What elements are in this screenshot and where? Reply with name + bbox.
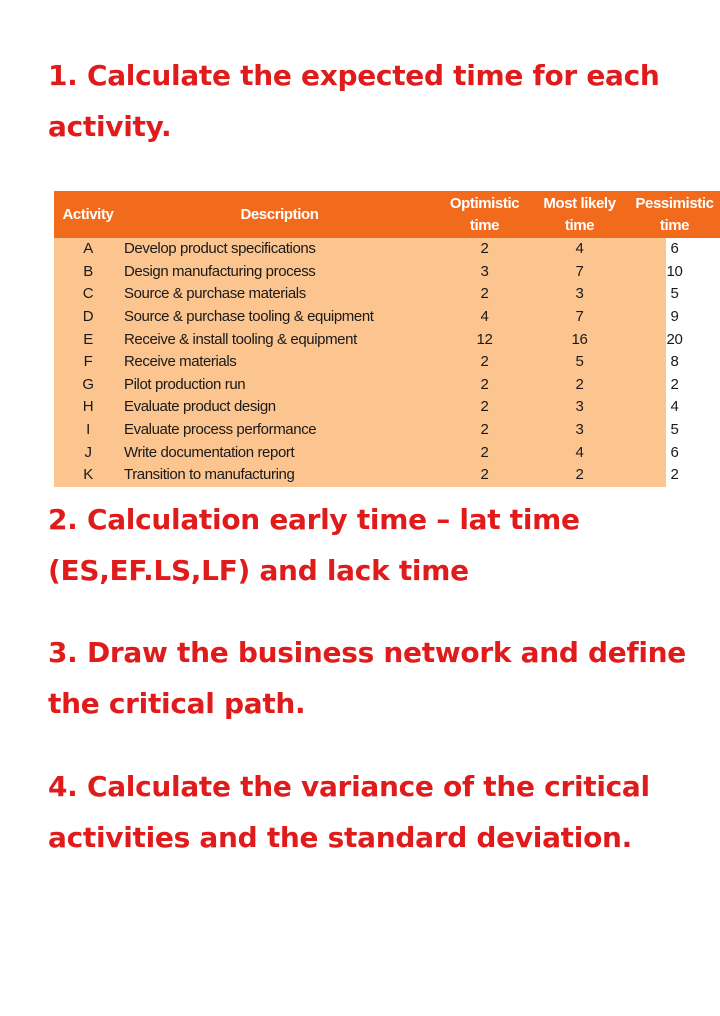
cell-pessimistic: 2 <box>670 375 679 393</box>
table-row <box>54 238 720 261</box>
table-row <box>54 306 720 329</box>
cell-optimistic: 2 <box>480 421 489 439</box>
cell-pessimistic: 5 <box>670 285 679 303</box>
cell-most-likely: 7 <box>575 262 584 280</box>
cell-optimistic: 2 <box>480 443 489 461</box>
cell-most-likely: 3 <box>575 421 584 439</box>
cell-optimistic: 2 <box>480 353 489 371</box>
cell-most-likely: 3 <box>575 285 584 303</box>
cell-most-likely: 4 <box>575 443 584 461</box>
cell-description: Develop product specifications <box>124 240 316 258</box>
cell-description: Receive & install tooling & equipment <box>124 330 357 348</box>
cell-description: Evaluate product design <box>124 398 276 416</box>
cell-optimistic: 2 <box>480 240 489 258</box>
header-description: Description <box>240 205 319 223</box>
cell-activity: I <box>86 421 90 439</box>
table-row <box>54 374 720 397</box>
cell-optimistic: 2 <box>480 466 489 484</box>
table-row <box>54 464 720 487</box>
table-body <box>54 238 720 487</box>
cell-optimistic: 2 <box>480 285 489 303</box>
cell-pessimistic: 10 <box>666 262 683 280</box>
activity-times-table <box>54 191 720 487</box>
cell-most-likely: 2 <box>575 466 584 484</box>
question-3: 3. Draw the business network and define the critical path. <box>48 636 686 720</box>
header-most-likely-line2: time <box>564 216 595 234</box>
header-optimistic <box>437 191 532 238</box>
cell-description: Write documentation report <box>124 443 295 461</box>
question-1: 1. Calculate the expected time for each activity. <box>48 59 660 143</box>
activity-table <box>54 191 714 487</box>
cell-optimistic: 12 <box>476 330 493 348</box>
cell-activity: D <box>82 308 94 326</box>
cell-pessimistic: 2 <box>670 466 679 484</box>
table-row <box>54 351 720 374</box>
cell-description: Design manufacturing process <box>124 262 316 280</box>
table-row <box>54 283 720 306</box>
header-pessimistic-line1: Pessimistic <box>635 194 714 212</box>
cell-activity: F <box>83 353 93 371</box>
cell-description: Source & purchase materials <box>124 285 306 303</box>
cell-description: Receive materials <box>124 353 237 371</box>
cell-pessimistic: 8 <box>670 353 679 371</box>
cell-most-likely: 5 <box>575 353 584 371</box>
cell-pessimistic: 5 <box>670 421 679 439</box>
header-activity: Activity <box>62 205 114 223</box>
cell-activity: J <box>84 443 92 461</box>
question-2: 2. Calculation early time – lat time (ES,EF.LS,LF) and lack time <box>48 503 580 587</box>
header-optimistic-line1: Optimistic <box>449 194 520 212</box>
question-4: 4. Calculate the variance of the critical activities and the standard deviation. <box>48 770 650 854</box>
cell-optimistic: 4 <box>480 308 489 326</box>
cell-description: Transition to manufacturing <box>124 466 295 484</box>
cell-pessimistic: 9 <box>670 308 679 326</box>
cell-pessimistic: 20 <box>666 330 683 348</box>
table-row <box>54 328 720 351</box>
cell-activity: E <box>83 330 93 348</box>
cell-activity: K <box>83 466 93 484</box>
cell-pessimistic: 6 <box>670 443 679 461</box>
header-optimistic-line2: time <box>469 216 500 234</box>
cell-most-likely: 3 <box>575 398 584 416</box>
table-row <box>54 441 720 464</box>
header-pessimistic-line2: time <box>659 216 690 234</box>
cell-optimistic: 3 <box>480 262 489 280</box>
cell-most-likely: 4 <box>575 240 584 258</box>
table-header-row <box>54 191 720 238</box>
header-pessimistic <box>627 191 720 238</box>
cell-most-likely: 16 <box>571 330 588 348</box>
cell-pessimistic: 4 <box>670 398 679 416</box>
cell-activity: A <box>83 240 93 258</box>
table-row <box>54 396 720 419</box>
cell-activity: B <box>83 262 93 280</box>
header-most-likely <box>532 191 627 238</box>
cell-optimistic: 2 <box>480 375 489 393</box>
cell-most-likely: 7 <box>575 308 584 326</box>
cell-pessimistic: 6 <box>670 240 679 258</box>
cell-activity: G <box>82 375 94 393</box>
cell-most-likely: 2 <box>575 375 584 393</box>
cell-activity: H <box>82 398 94 416</box>
cell-description: Pilot production run <box>124 375 246 393</box>
table-row <box>54 261 720 284</box>
table-row <box>54 419 720 442</box>
cell-description: Source & purchase tooling & equipment <box>124 308 374 326</box>
header-most-likely-line1: Most likely <box>543 194 616 212</box>
cell-activity: C <box>82 285 94 303</box>
cell-optimistic: 2 <box>480 398 489 416</box>
cell-description: Evaluate process performance <box>124 421 317 439</box>
